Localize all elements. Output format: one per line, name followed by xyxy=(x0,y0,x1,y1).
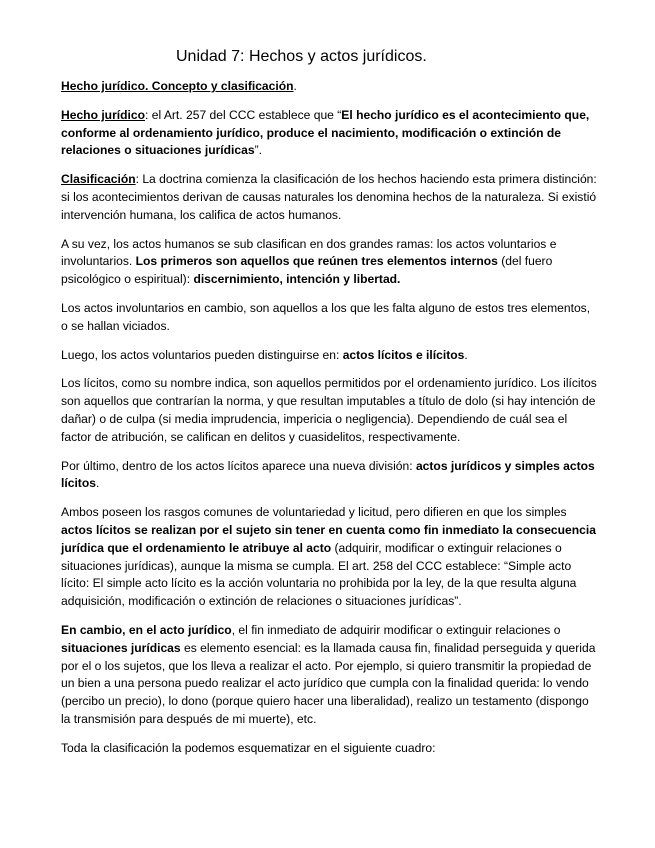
p1-text-2: ”. xyxy=(254,143,262,158)
section-heading-text: Hecho jurídico. Concepto y clasificación xyxy=(61,79,294,93)
paragraph-clasificacion xyxy=(61,171,597,224)
p9-text-2: es elemento esencial: es la llamada causa fin, finalidad perseguida y querida por el o los sujetos, que los lleva a realizar el acto. Por ejemplo, si quiero transmitir la propiedad de un bien a una persona puedo realizar el acto jurídico que cumpla con la finalidad querida: lo vendo (percibo un precio), lo dono (porque quiero hacer una liberalidad), realizo un testamento (dispongo la transmisión para después de mi muerte), etc. xyxy=(61,640,596,726)
p1-text-1: : el Art. 257 del CCC establece que “ xyxy=(145,107,342,122)
section-heading-period: . xyxy=(293,79,297,93)
term-clasificacion: Clasificación xyxy=(61,172,136,187)
p9-text-1: , el fin inmediato de adquirir modificar o extinguir relaciones o xyxy=(231,622,561,637)
p3-bold-2: discernimiento, intención y libertad. xyxy=(193,272,401,287)
p1-bold: El hecho jurídico es el acontecimiento que, conforme al ordenamiento jurídico, produce el nacimiento, modificación o extinción de relaciones o situaciones jurídicas xyxy=(61,107,590,158)
term-hecho-juridico: Hecho jurídico xyxy=(61,107,145,122)
p2-text: : La doctrina comienza la clasificación de los hechos haciendo esta primera distinción: si los acontecimientos derivan de causas naturales los denomina hechos de la naturaleza. Si existió intervención humana, los califica de actos humanos. xyxy=(61,172,597,222)
p9-bold-1: En cambio, en el acto jurídico xyxy=(61,622,232,637)
p8-text-1: Ambos poseen los rasgos comunes de voluntariedad y licitud, pero difieren en que los simples xyxy=(61,505,567,520)
p3-text-1: A su vez, los actos humanos se sub clasifican en dos grandes ramas: los actos voluntarios e involuntarios. xyxy=(61,236,557,269)
paragraph-actos-involuntarios: Los actos involuntarios en cambio, son aquellos a los que les falta alguno de estos tres elementos, o se hallan viciados. xyxy=(61,300,591,333)
p8-bold: actos lícitos se realizan por el sujeto sin tener en cuenta como fin inmediato la consecuencia jurídica que el ordenamiento le atribuye al acto xyxy=(61,522,596,555)
p7-text-2: . xyxy=(95,476,100,491)
paragraph-actos-voluntarios xyxy=(61,347,597,365)
paragraph-nueva-division xyxy=(61,458,597,494)
paragraph-esquema: Toda la clasificación la podemos esquematizar en el siguiente cuadro: xyxy=(61,740,436,755)
p3-text-2: (del fuero psicológico o espiritual): xyxy=(61,254,553,287)
paragraph-hecho-juridico xyxy=(61,107,597,160)
p5-text-2: . xyxy=(464,347,468,362)
page-title: Unidad 7: Hechos y actos jurídicos. xyxy=(176,48,427,65)
p7-bold: actos jurídicos y simples actos lícitos xyxy=(61,458,595,491)
paragraph-licitos-ilicitos: Los lícitos, como su nombre indica, son aquellos permitidos por el ordenamiento jurídico. Los ilícitos son aquellos que contrarían la norma, y que resultan imputables a título de dolo (si hay intención de dañar) o de culpa (si media imprudencia, impericia o negligencia). Dependiendo de cuál sea el factor de atribución, se califican en delitos y cuasidelitos, respectivamente. xyxy=(61,376,597,444)
p5-bold: actos lícitos e ilícitos xyxy=(342,347,465,362)
p8-text-2: (adquirir, modificar o extinguir relaciones o situaciones jurídicas), aunque la misma se cumpla. El art. 258 del CCC establece: “Simple acto lícito: El simple acto lícito es la acción voluntaria no prohibida por la ley, de la que resulta alguna adquisición, modificación o extinción de relaciones o situaciones jurídicas”. xyxy=(61,540,577,609)
paragraph-actos-humanos xyxy=(61,236,597,289)
p9-bold-2: situaciones jurídicas xyxy=(61,640,181,655)
p7-text-1: Por último, dentro de los actos lícitos aparece una nueva división: xyxy=(61,458,416,473)
section-heading xyxy=(61,78,597,96)
p3-bold-1: Los primeros son aquellos que reúnen tres elementos internos xyxy=(135,254,498,269)
paragraph-acto-juridico xyxy=(61,622,597,729)
paragraph-simples-actos-licitos xyxy=(61,504,597,611)
p5-text-1: Luego, los actos voluntarios pueden distinguirse en: xyxy=(61,347,343,362)
